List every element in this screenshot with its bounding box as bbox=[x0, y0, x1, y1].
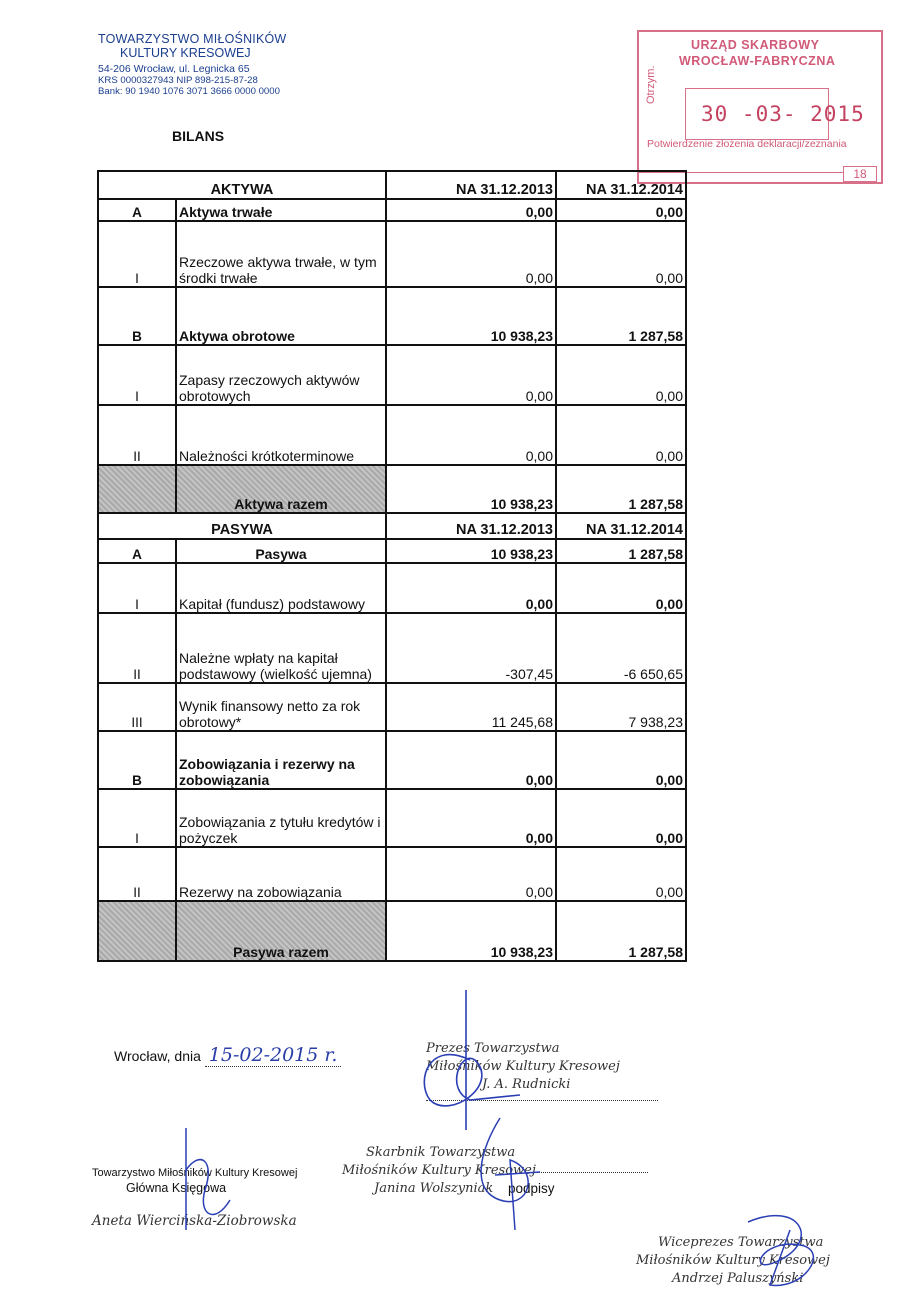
row-label: Zobowiązania z tytułu kredytów i pożyczek bbox=[176, 789, 386, 847]
aktywa-total-label: Aktywa razem bbox=[176, 465, 386, 513]
row-mark: B bbox=[98, 731, 176, 789]
president-org: Miłośników Kultury Kresowej bbox=[426, 1059, 620, 1074]
row-value-2013: 0,00 bbox=[386, 221, 556, 287]
org-name-line2: KULTURY KRESOWEJ bbox=[120, 46, 251, 60]
row-label: Rezerwy na zobowiązania bbox=[176, 847, 386, 901]
place-label: Wrocław, dnia bbox=[114, 1048, 201, 1064]
document-title: BILANS bbox=[172, 128, 225, 144]
row-value-2014: 0,00 bbox=[556, 405, 686, 465]
row-label: Należności krótkoterminowe bbox=[176, 405, 386, 465]
pasywa-header-row bbox=[98, 513, 686, 539]
president-name: J. A. Rudnicki bbox=[482, 1077, 571, 1092]
president-stamp bbox=[426, 1040, 658, 1101]
org-krs-nip: KRS 0000327943 NIP 898-215-87-28 bbox=[98, 75, 258, 86]
place-date bbox=[114, 1044, 341, 1066]
accountant-org: Towarzystwo Miłośników Kultury Kresowej bbox=[92, 1167, 298, 1179]
accountant-name: Aneta Wiercińska-Ziobrowska bbox=[92, 1213, 297, 1229]
row-value-2014: 0,00 bbox=[556, 563, 686, 613]
table-row bbox=[98, 789, 686, 847]
table-row bbox=[98, 345, 686, 405]
treasurer-org: Miłośników Kultury Kresowej bbox=[342, 1163, 536, 1178]
row-label: Wynik finansowy netto za rok obrotowy* bbox=[176, 683, 386, 731]
president-signature-line bbox=[426, 1100, 658, 1101]
row-value-2014: -6 650,65 bbox=[556, 613, 686, 683]
handwritten-date: 15-02-2015 r. bbox=[205, 1044, 342, 1067]
row-label: Rzeczowe aktywa trwałe, w tym środki trwałe bbox=[176, 221, 386, 287]
pasywa-header: PASYWA bbox=[98, 513, 386, 539]
row-value-2014: 0,00 bbox=[556, 221, 686, 287]
stamp-date: 30 -03- 2015 bbox=[701, 102, 865, 126]
treasurer-title: Skarbnik Towarzystwa bbox=[366, 1145, 516, 1160]
row-value-2014: 1 287,58 bbox=[556, 539, 686, 563]
table-row bbox=[98, 539, 686, 563]
row-mark: II bbox=[98, 613, 176, 683]
row-label: Należne wpłaty na kapitał podstawowy (wielkość ujemna) bbox=[176, 613, 386, 683]
row-label: Kapitał (fundusz) podstawowy bbox=[176, 563, 386, 613]
table-row bbox=[98, 287, 686, 345]
pasywa-total-2013: 10 938,23 bbox=[386, 901, 556, 961]
row-mark: A bbox=[98, 199, 176, 221]
row-value-2014: 0,00 bbox=[556, 199, 686, 221]
row-value-2013: 0,00 bbox=[386, 199, 556, 221]
row-mark: II bbox=[98, 847, 176, 901]
aktywa-header: AKTYWA bbox=[98, 171, 386, 199]
stamp-confirmation-text: Potwierdzenie złożenia deklaracji/zeznania bbox=[647, 138, 847, 150]
row-mark: I bbox=[98, 563, 176, 613]
table-row bbox=[98, 221, 686, 287]
stamp-line2: WROCŁAW-FABRYCZNA bbox=[679, 54, 836, 68]
row-value-2013: 0,00 bbox=[386, 789, 556, 847]
row-value-2013: 11 245,68 bbox=[386, 683, 556, 731]
table-row bbox=[98, 613, 686, 683]
row-label: Aktywa obrotowe bbox=[176, 287, 386, 345]
table-row bbox=[98, 731, 686, 789]
row-mark: B bbox=[98, 287, 176, 345]
row-mark: A bbox=[98, 539, 176, 563]
table-row bbox=[98, 847, 686, 901]
vice-president-stamp bbox=[636, 1234, 830, 1288]
row-value-2014: 1 287,58 bbox=[556, 287, 686, 345]
row-value-2014: 0,00 bbox=[556, 789, 686, 847]
row-label: Pasywa bbox=[176, 539, 386, 563]
aktywa-total-row bbox=[98, 465, 686, 513]
row-value-2013: 0,00 bbox=[386, 563, 556, 613]
aktywa-header-2013: NA 31.12.2013 bbox=[386, 171, 556, 199]
row-value-2013: 0,00 bbox=[386, 847, 556, 901]
treasurer-name: Janina Wolszyniak bbox=[374, 1181, 494, 1196]
table-row bbox=[98, 405, 686, 465]
row-label: Aktywa trwałe bbox=[176, 199, 386, 221]
balance-sheet-table bbox=[97, 170, 687, 962]
row-mark: II bbox=[98, 405, 176, 465]
row-value-2014: 0,00 bbox=[556, 345, 686, 405]
accountant-stamp bbox=[92, 1166, 297, 1229]
vice-president-name: Andrzej Paluszyński bbox=[672, 1271, 804, 1286]
row-value-2014: 7 938,23 bbox=[556, 683, 686, 731]
aktywa-total-2013: 10 938,23 bbox=[386, 465, 556, 513]
aktywa-header-row bbox=[98, 171, 686, 199]
row-value-2013: 10 938,23 bbox=[386, 539, 556, 563]
stamp-received-label: Otrzym. bbox=[645, 65, 657, 104]
row-mark: I bbox=[98, 221, 176, 287]
row-value-2013: 0,00 bbox=[386, 405, 556, 465]
pasywa-header-2014: NA 31.12.2014 bbox=[556, 513, 686, 539]
row-value-2013: 10 938,23 bbox=[386, 287, 556, 345]
shaded-cell bbox=[98, 901, 176, 961]
aktywa-total-2014: 1 287,58 bbox=[556, 465, 686, 513]
org-name-line1: TOWARZYSTWO MIŁOŚNIKÓW bbox=[98, 32, 287, 46]
row-label: Zapasy rzeczowych aktywów obrotowych bbox=[176, 345, 386, 405]
pasywa-total-row bbox=[98, 901, 686, 961]
stamp-line1: URZĄD SKARBOWY bbox=[691, 38, 820, 52]
pasywa-total-label: Pasywa razem bbox=[176, 901, 386, 961]
table-row bbox=[98, 683, 686, 731]
vice-president-org: Miłośników Kultury Kresowej bbox=[636, 1253, 830, 1268]
row-mark: I bbox=[98, 789, 176, 847]
row-label: Zobowiązania i rezerwy na zobowiązania bbox=[176, 731, 386, 789]
aktywa-header-2014: NA 31.12.2014 bbox=[556, 171, 686, 199]
row-value-2014: 0,00 bbox=[556, 847, 686, 901]
stamp-number: 18 bbox=[843, 166, 877, 182]
accountant-title: Główna Księgowa bbox=[126, 1181, 227, 1195]
pasywa-header-2013: NA 31.12.2013 bbox=[386, 513, 556, 539]
row-value-2013: -307,45 bbox=[386, 613, 556, 683]
organization-header bbox=[98, 32, 328, 97]
signatures-label: podpisy bbox=[508, 1181, 555, 1196]
row-value-2013: 0,00 bbox=[386, 345, 556, 405]
shaded-cell bbox=[98, 465, 176, 513]
table-row bbox=[98, 563, 686, 613]
row-mark: I bbox=[98, 345, 176, 405]
president-title: Prezes Towarzystwa bbox=[426, 1041, 560, 1056]
pasywa-total-2014: 1 287,58 bbox=[556, 901, 686, 961]
row-value-2014: 0,00 bbox=[556, 731, 686, 789]
treasurer-stamp bbox=[342, 1144, 536, 1198]
treasurer-signature-line bbox=[530, 1172, 648, 1173]
org-bank-account: Bank: 90 1940 1076 3071 3666 0000 0000 bbox=[98, 86, 280, 97]
table-row bbox=[98, 199, 686, 221]
org-address: 54-206 Wrocław, ul. Legnicka 65 bbox=[98, 63, 250, 75]
tax-office-stamp bbox=[637, 30, 883, 184]
row-mark: III bbox=[98, 683, 176, 731]
vice-president-title: Wiceprezes Towarzystwa bbox=[658, 1235, 824, 1250]
row-value-2013: 0,00 bbox=[386, 731, 556, 789]
